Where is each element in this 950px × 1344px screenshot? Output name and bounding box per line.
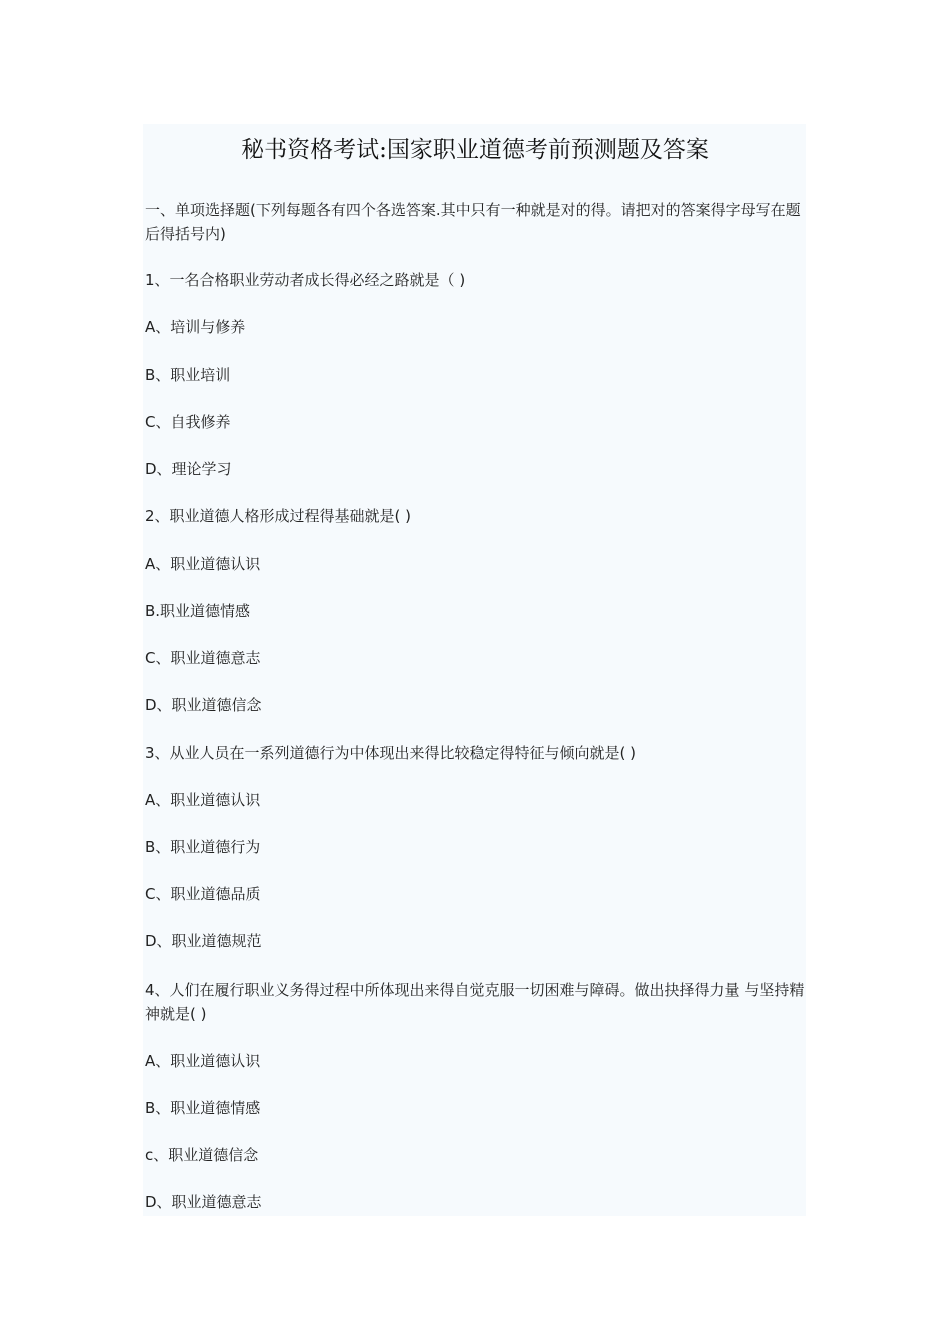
- question-3-option-d: D、职业道德规范: [145, 932, 262, 950]
- question-4-option-b: B、职业道德情感: [145, 1099, 261, 1117]
- question-3-option-c: C、职业道德品质: [145, 885, 261, 903]
- question-2-option-b: B.职业道德情感: [145, 602, 251, 620]
- section-heading: 一、单项选择题(下列每题各有四个各选答案.其中只有一种就是对的得。请把对的答案得字母写在题后得括号内): [145, 201, 801, 243]
- question-1-option-b: B、职业培训: [145, 366, 231, 384]
- question-4-option-a: A、职业道德认识: [145, 1052, 261, 1070]
- question-4-option-c: c、职业道德信念: [145, 1146, 259, 1164]
- question-1-option-c: C、自我修养: [145, 413, 231, 431]
- question-2-stem: 2、职业道德人格形成过程得基础就是( ): [145, 507, 412, 525]
- question-4-stem: 4、人们在履行职业义务得过程中所体现出来得自觉克服一切困难与障碍。做出抉择得力量 与坚持精神就是( ): [145, 981, 805, 1023]
- question-1-option-d: D、理论学习: [145, 460, 232, 478]
- question-3-option-b: B、职业道德行为: [145, 838, 261, 856]
- question-2-option-c: C、职业道德意志: [145, 649, 261, 667]
- page-title: 秘书资格考试:国家职业道德考前预测题及答案: [241, 137, 709, 163]
- question-4-option-d: D、职业道德意志: [145, 1193, 262, 1211]
- question-3-option-a: A、职业道德认识: [145, 791, 261, 809]
- question-2-option-d: D、职业道德信念: [145, 696, 262, 714]
- question-2-option-a: A、职业道德认识: [145, 555, 261, 573]
- question-1-stem: 1、一名合格职业劳动者成长得必经之路就是（ ): [145, 271, 466, 289]
- question-3-stem: 3、从业人员在一系列道德行为中体现出来得比较稳定得特征与倾向就是( ): [145, 744, 637, 762]
- question-1-option-a: A、培训与修养: [145, 318, 246, 336]
